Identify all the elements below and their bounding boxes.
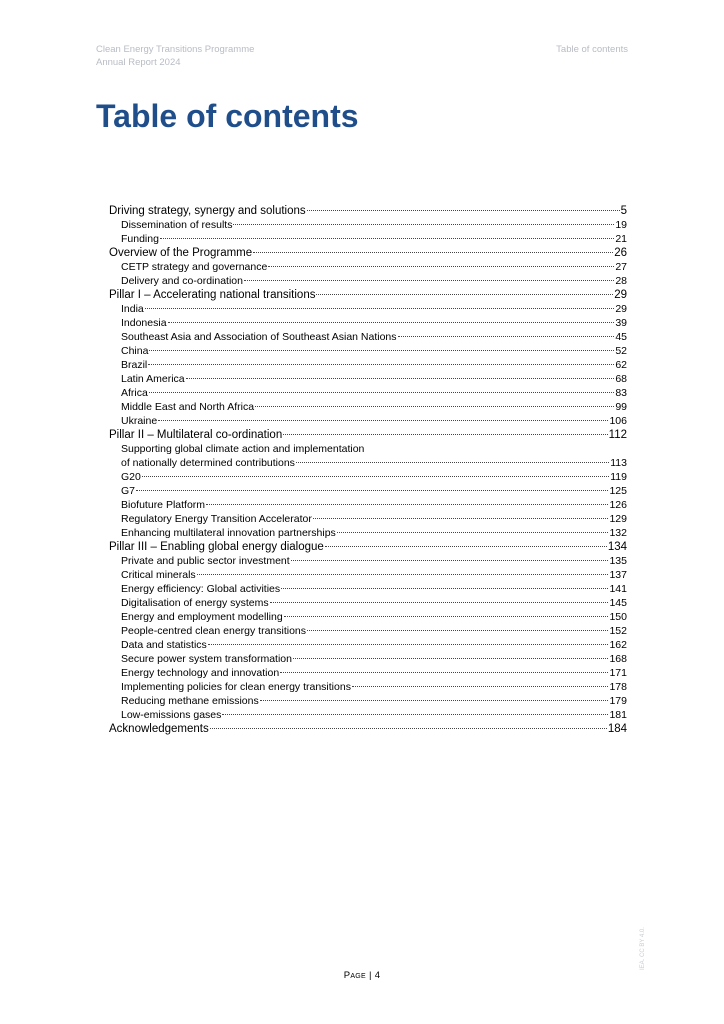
toc-subsection-entry[interactable] — [109, 512, 627, 526]
toc-entry-page-number: 26 — [614, 247, 627, 259]
toc-entry-page-number: 28 — [615, 275, 627, 287]
toc-dot-leader — [145, 308, 615, 309]
toc-entry-label: Pillar I – Accelerating national transitions — [109, 289, 316, 301]
toc-subsection-entry[interactable] — [109, 554, 627, 568]
toc-entry-label: Funding — [121, 233, 159, 245]
toc-section-entry[interactable] — [109, 204, 627, 218]
toc-entry-label: Africa — [121, 387, 148, 399]
toc-entry-label: Biofuture Platform — [121, 499, 206, 511]
toc-dot-leader — [255, 406, 614, 407]
toc-entry-page-number: 119 — [610, 471, 627, 483]
toc-dot-leader — [233, 224, 614, 225]
toc-dot-leader — [307, 630, 608, 631]
toc-entry-label: Enhancing multilateral innovation partnerships — [121, 527, 336, 539]
toc-entry-page-number: 125 — [609, 485, 627, 497]
toc-dot-leader — [281, 588, 608, 589]
toc-dot-leader — [307, 210, 620, 211]
toc-entry-page-number: 168 — [609, 653, 627, 665]
toc-dot-leader — [149, 350, 614, 351]
toc-subsection-entry[interactable] — [109, 260, 627, 274]
toc-dot-leader — [186, 378, 615, 379]
toc-entry-label: Private and public sector investment — [121, 555, 290, 567]
toc-subsection-entry[interactable] — [109, 694, 627, 708]
toc-entry-label: Reducing methane emissions — [121, 695, 259, 707]
footer-page-word: Page — [343, 970, 367, 981]
toc-entry-page-number: 137 — [609, 569, 627, 581]
toc-entry-page-number: 27 — [615, 261, 627, 273]
toc-dot-leader — [313, 518, 609, 519]
toc-entry-label: Southeast Asia and Association of Southeast Asian Nations — [121, 331, 397, 343]
toc-dot-leader — [148, 364, 614, 365]
toc-entry-page-number: 99 — [615, 401, 627, 413]
toc-entry-label: Supporting global climate action and implementation — [121, 443, 365, 455]
toc-entry-label: Implementing policies for clean energy transitions — [121, 681, 351, 693]
toc-subsection-entry[interactable] — [109, 232, 627, 246]
toc-subsection-entry[interactable] — [109, 358, 627, 372]
toc-dot-leader — [280, 672, 608, 673]
toc-subsection-entry[interactable] — [109, 316, 627, 330]
toc-section-entry[interactable] — [109, 540, 627, 554]
toc-entry-page-number: 126 — [609, 499, 627, 511]
toc-entry-page-number: 181 — [609, 709, 627, 721]
toc-dot-leader — [398, 336, 615, 337]
toc-dot-leader — [293, 658, 608, 659]
toc-entry-page-number: 135 — [609, 555, 627, 567]
toc-dot-leader — [206, 504, 608, 505]
toc-subsection-entry[interactable] — [109, 470, 627, 484]
toc-entry-label: Energy and employment modelling — [121, 611, 283, 623]
toc-dot-leader — [270, 602, 609, 603]
toc-dot-leader — [142, 476, 609, 477]
toc-dot-leader — [244, 280, 614, 281]
toc-entry-page-number: 132 — [609, 527, 627, 539]
toc-subsection-entry[interactable] — [109, 624, 627, 638]
toc-dot-leader — [337, 532, 609, 533]
toc-entry-page-number: 141 — [609, 583, 627, 595]
toc-entry-label: Secure power system transformation — [121, 653, 292, 665]
toc-entry-label: Delivery and co-ordination — [121, 275, 243, 287]
toc-dot-leader — [222, 714, 608, 715]
running-header-left — [96, 43, 254, 69]
toc-dot-leader — [168, 322, 615, 323]
toc-entry-label: Acknowledgements — [109, 723, 209, 735]
toc-entry-label: Digitalisation of energy systems — [121, 597, 269, 609]
toc-subsection-entry[interactable] — [109, 414, 627, 428]
toc-entry-label: China — [121, 345, 149, 357]
toc-dot-leader — [283, 434, 607, 435]
toc-entry-label: Regulatory Energy Transition Accelerator — [121, 513, 312, 525]
toc-entry-page-number: 162 — [609, 639, 627, 651]
toc-entry-label: Energy efficiency: Global activities — [121, 583, 281, 595]
license-note: IEA. CC BY 4.0. — [640, 927, 646, 970]
toc-dot-leader — [149, 392, 614, 393]
page-title: Table of contents — [96, 98, 359, 134]
toc-entry-label: Low-emissions gases — [121, 709, 222, 721]
toc-entry-page-number: 68 — [615, 373, 627, 385]
toc-subsection-entry[interactable] — [109, 330, 627, 344]
toc-subsection-entry[interactable] — [109, 372, 627, 386]
toc-entry-page-number: 83 — [615, 387, 627, 399]
toc-entry-page-number: 150 — [609, 611, 627, 623]
toc-dot-leader — [316, 294, 613, 295]
footer-page-number: 4 — [374, 970, 381, 981]
toc-subsection-entry[interactable] — [109, 680, 627, 694]
toc-subsection-entry[interactable] — [109, 218, 627, 232]
toc-entry-page-number: 5 — [620, 205, 627, 217]
toc-dot-leader — [136, 490, 608, 491]
toc-subsection-entry[interactable] — [109, 638, 627, 652]
toc-entry-page-number: 113 — [610, 457, 627, 469]
toc-section-entry[interactable] — [109, 722, 627, 736]
toc-entry-page-number: 106 — [609, 415, 627, 427]
toc-dot-leader — [260, 700, 609, 701]
header-programme-name: Clean Energy Transitions Programme — [96, 44, 255, 55]
toc-dot-leader — [210, 728, 607, 729]
toc-dot-leader — [208, 644, 609, 645]
toc-subsection-entry[interactable] — [109, 582, 627, 596]
toc-entry-page-number: 145 — [609, 597, 627, 609]
toc-entry-page-number: 179 — [609, 695, 627, 707]
toc-entry-label: G7 — [121, 485, 136, 497]
toc-entry-label: Dissemination of results — [121, 219, 233, 231]
toc-entry-page-number: 171 — [609, 667, 627, 679]
toc-entry-page-number: 134 — [607, 541, 627, 553]
toc-subsection-entry[interactable] — [109, 274, 627, 288]
toc-entry-page-number: 62 — [615, 359, 627, 371]
toc-entry-label: CETP strategy and governance — [121, 261, 268, 273]
toc-entry-label: Pillar III – Enabling global energy dialogue — [109, 541, 324, 553]
toc-dot-leader — [352, 686, 609, 687]
toc-entry-label: Ukraine — [121, 415, 158, 427]
toc-subsection-entry[interactable] — [109, 526, 627, 540]
toc-subsection-entry[interactable] — [109, 610, 627, 624]
table-of-contents — [109, 204, 627, 736]
toc-subsection-entry[interactable] — [109, 442, 627, 456]
toc-section-entry[interactable] — [109, 246, 627, 260]
toc-dot-leader — [253, 252, 613, 253]
footer-separator: | — [368, 970, 372, 981]
toc-entry-label: People-centred clean energy transitions — [121, 625, 307, 637]
toc-subsection-entry[interactable] — [109, 708, 627, 722]
toc-entry-label: Latin America — [121, 373, 185, 385]
toc-entry-label: Indonesia — [121, 317, 167, 329]
toc-section-entry[interactable] — [109, 428, 627, 442]
toc-entry-label: India — [121, 303, 144, 315]
toc-subsection-entry[interactable] — [109, 568, 627, 582]
toc-subsection-entry[interactable] — [109, 498, 627, 512]
toc-dot-leader — [284, 616, 609, 617]
header-report-name: Annual Report 2024 — [96, 57, 181, 68]
toc-subsection-entry[interactable] — [109, 456, 627, 470]
toc-entry-label: Data and statistics — [121, 639, 207, 651]
toc-entry-label: Pillar II – Multilateral co-ordination — [109, 429, 283, 441]
toc-entry-label: G20 — [121, 471, 141, 483]
toc-entry-label: of nationally determined contributions — [121, 457, 295, 469]
toc-dot-leader — [268, 266, 614, 267]
toc-entry-label: Middle East and North Africa — [121, 401, 255, 413]
toc-subsection-entry[interactable] — [109, 400, 627, 414]
toc-subsection-entry[interactable] — [109, 386, 627, 400]
toc-entry-label: Brazil — [121, 359, 148, 371]
toc-subsection-entry[interactable] — [109, 344, 627, 358]
toc-subsection-entry[interactable] — [109, 652, 627, 666]
toc-entry-page-number: 21 — [615, 233, 627, 245]
toc-dot-leader — [291, 560, 609, 561]
toc-entry-page-number: 39 — [615, 317, 627, 329]
toc-entry-label: Driving strategy, synergy and solutions — [109, 205, 306, 217]
toc-entry-label: Energy technology and innovation — [121, 667, 280, 679]
page-footer — [0, 970, 724, 981]
toc-entry-page-number: 112 — [608, 429, 627, 441]
toc-dot-leader — [197, 574, 609, 575]
toc-dot-leader — [296, 462, 609, 463]
toc-entry-page-number: 184 — [607, 723, 627, 735]
toc-entry-page-number: 52 — [615, 345, 627, 357]
toc-dot-leader — [325, 546, 607, 547]
toc-dot-leader — [158, 420, 608, 421]
toc-entry-label: Critical minerals — [121, 569, 196, 581]
toc-subsection-entry[interactable] — [109, 596, 627, 610]
toc-entry-page-number: 45 — [615, 331, 627, 343]
toc-dot-leader — [160, 238, 614, 239]
toc-entry-label: Overview of the Programme — [109, 247, 253, 259]
toc-entry-page-number: 19 — [615, 219, 627, 231]
toc-entry-page-number: 129 — [609, 513, 627, 525]
toc-subsection-entry[interactable] — [109, 302, 627, 316]
toc-entry-page-number: 29 — [615, 303, 627, 315]
toc-entry-page-number: 152 — [609, 625, 627, 637]
toc-subsection-entry[interactable] — [109, 484, 627, 498]
running-header-right: Table of contents — [556, 44, 628, 55]
toc-section-entry[interactable] — [109, 288, 627, 302]
toc-subsection-entry[interactable] — [109, 666, 627, 680]
toc-entry-page-number: 178 — [609, 681, 627, 693]
toc-entry-page-number: 29 — [614, 289, 627, 301]
